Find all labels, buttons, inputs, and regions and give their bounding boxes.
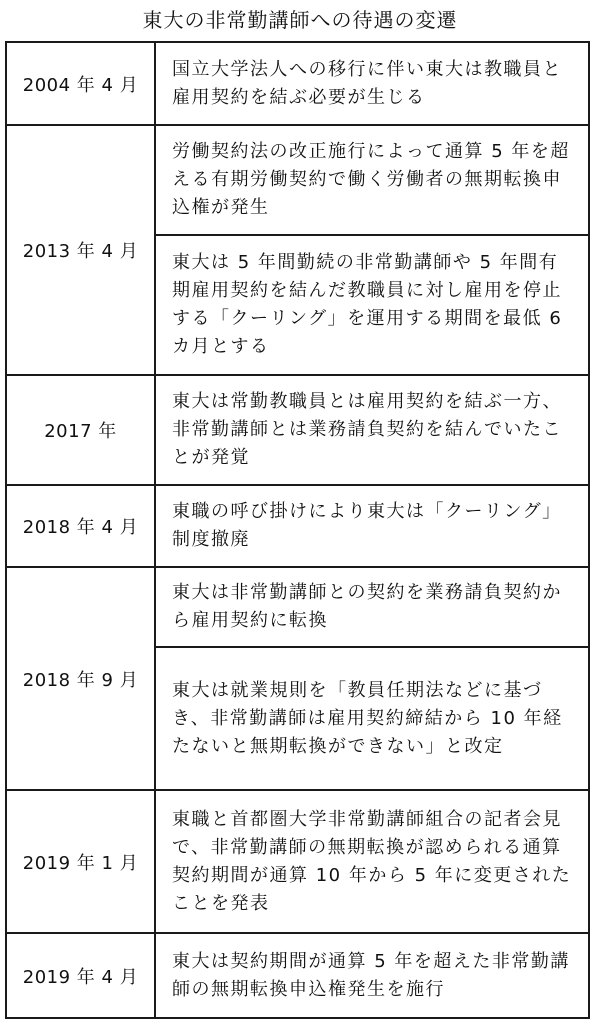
date-cell: 2019 年 4 月: [6, 933, 155, 1018]
table-row: [6, 485, 589, 567]
event-cell: 国立大学法人への移行に伴い東大は教職員と雇用契約を結ぶ必要が生じる: [155, 42, 589, 125]
event-cell: 東職の呼び掛けにより東大は「クーリング」制度撤廃: [155, 485, 589, 567]
timeline-table: [5, 41, 590, 1019]
date-cell: 2013 年 4 月: [6, 125, 155, 375]
date-cell: 2019 年 1 月: [6, 790, 155, 933]
event-cell: 東大は常勤教職員とは雇用契約を結ぶ一方、非常勤講師とは業務請負契約を結んでいたことが発覚: [155, 375, 589, 485]
table-row: [6, 125, 589, 235]
event-cell: 東大は就業規則を「教員任期法などに基づき、非常勤講師は雇用契約締結から 10 年経たないと無期転換ができない」と改定: [155, 647, 589, 790]
event-cell: 東大は 5 年間勤続の非常勤講師や 5 年間有期雇用契約を結んだ教職員に対し雇用を停止する「クーリング」を運用する期間を最低 6 カ月とする: [155, 235, 589, 375]
event-cell: 東大は契約期間が通算 5 年を超えた非常勤講師の無期転換申込権発生を施行: [155, 933, 589, 1018]
date-cell: 2017 年: [6, 375, 155, 485]
event-cell: 東職と首都圏大学非常勤講師組合の記者会見で、非常勤講師の無期転換が認められる通算契約期間が通算 10 年から 5 年に変更されたことを発表: [155, 790, 589, 933]
table-row: [6, 933, 589, 1018]
event-cell: 東大は非常勤講師との契約を業務請負契約から雇用契約に転換: [155, 567, 589, 647]
table-row: [6, 42, 589, 125]
table-row: [6, 375, 589, 485]
table-row: [6, 567, 589, 647]
date-cell: 2018 年 9 月: [6, 567, 155, 790]
date-cell: 2018 年 4 月: [6, 485, 155, 567]
date-cell: 2004 年 4 月: [6, 42, 155, 125]
table-row: [6, 790, 589, 933]
event-cell: 労働契約法の改正施行によって通算 5 年を超える有期労働契約で働く労働者の無期転換申込権が発生: [155, 125, 589, 235]
page-title: 東大の非常勤講師への待遇の変遷: [142, 8, 458, 32]
